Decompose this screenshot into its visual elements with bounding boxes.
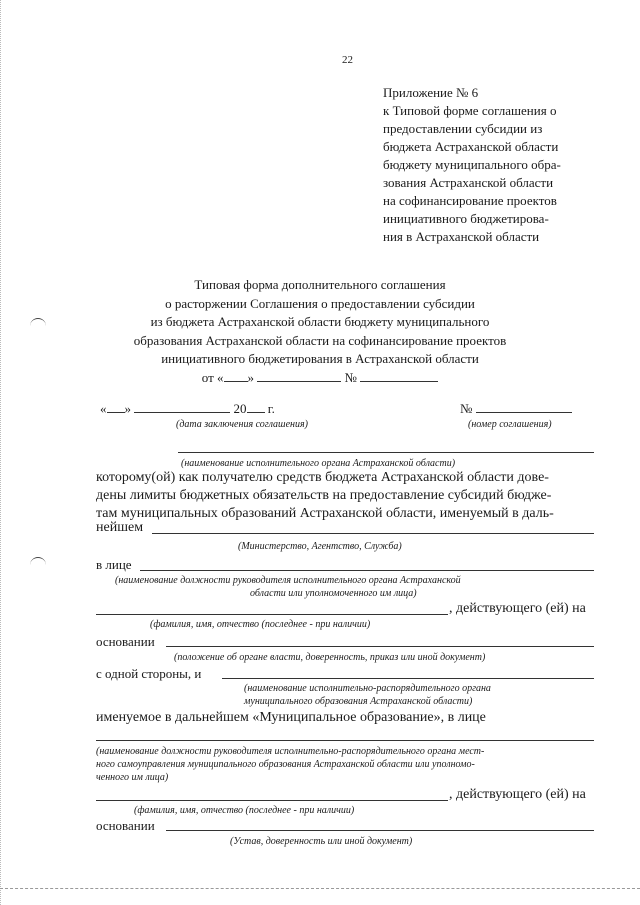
number-caption: (номер соглашения): [468, 419, 552, 430]
appendix-line: к Типовой форме соглашения о: [383, 103, 557, 118]
title-line: образования Астраханской области на софинансирование проектов: [133, 332, 507, 348]
appendix-line: зования Астраханской области: [383, 175, 554, 190]
fio-line[interactable]: [96, 614, 448, 615]
municipal-body-caption: муниципального образования Астраханской области): [244, 696, 473, 707]
year-prefix: 20: [233, 401, 247, 416]
basis-label: основании: [96, 634, 155, 649]
hole-punch-mark: [30, 557, 46, 566]
basis-label-2: основании: [96, 818, 155, 833]
basis-line[interactable]: [166, 646, 594, 647]
appendix-line: на софинансирование проектов: [383, 193, 557, 208]
agreement-number-row: [460, 400, 572, 417]
charter-line[interactable]: [166, 830, 594, 831]
hereinafter-label: нейшем: [96, 520, 144, 535]
day-blank[interactable]: [224, 369, 248, 382]
month-blank[interactable]: [257, 369, 341, 382]
agreement-date-row: [100, 400, 275, 417]
charter-caption: (Устав, доверенность или иной документ): [230, 836, 413, 847]
scan-bottom-edge: [0, 888, 640, 889]
number-label: №: [344, 369, 357, 385]
fio-caption: (фамилия, имя, отчество (последнее - при наличии): [150, 619, 371, 630]
open-quote: «: [100, 401, 107, 416]
in-person-label: в лице: [96, 557, 132, 572]
page-number: 22: [342, 54, 353, 66]
municipal-head-caption: ного самоуправления муниципального образования Астраханской области или уполномо-: [96, 759, 475, 770]
year-suffix: г.: [267, 401, 275, 416]
number-label: №: [460, 401, 473, 416]
day-blank[interactable]: [107, 400, 125, 413]
title-line: о расторжении Соглашения о предоставлении субсидии: [165, 295, 475, 311]
from-label: от «: [201, 369, 224, 385]
appendix-line: ния в Астраханской области: [383, 229, 540, 244]
paragraph-line: дены лимиты бюджетных обязательств на предоставление субсидий бюдже-: [96, 488, 552, 503]
position-line[interactable]: [140, 570, 594, 571]
title-line: Типовая форма дополнительного соглашения: [194, 277, 446, 292]
paragraph-line: которому(ой) как получателю средств бюджета Астраханской области дове-: [96, 470, 549, 485]
acting-label: , действующего (ей) на: [449, 601, 586, 616]
fio-line-2[interactable]: [96, 800, 448, 801]
appendix-block: [383, 84, 561, 246]
document-title: [100, 276, 540, 387]
date-caption: (дата заключения соглашения): [176, 419, 308, 430]
agreement-number-blank[interactable]: [476, 400, 572, 413]
basis-caption: (положение об органе власти, доверенность, приказ или иной документ): [174, 652, 486, 663]
from-close: »: [247, 369, 255, 385]
number-blank[interactable]: [360, 369, 438, 382]
position-caption: области или уполномоченного им лица): [250, 588, 417, 599]
fio-caption-2: (фамилия, имя, отчество (последнее - при наличии): [134, 805, 355, 816]
paragraph-line: там муниципальных образований Астраханской области, именуемый в даль-: [96, 506, 554, 521]
title-line: из бюджета Астраханской области бюджету муниципального: [150, 314, 490, 329]
year-blank[interactable]: [247, 400, 265, 413]
appendix-line: предоставлении субсидии из: [383, 121, 543, 136]
municipal-body-caption: (наименование исполнительно-распорядительного органа: [244, 683, 491, 694]
one-side-label: с одной стороны, и: [96, 666, 202, 681]
month-blank[interactable]: [134, 400, 230, 413]
executive-body-line[interactable]: [178, 452, 594, 453]
ministry-line[interactable]: [152, 533, 594, 534]
appendix-line: бюджету муниципального обра-: [383, 157, 561, 172]
title-line: инициативного бюджетирования в Астраханской области: [161, 351, 479, 366]
executive-body-caption: (наименование исполнительного органа Астраханской области): [181, 458, 456, 469]
ministry-caption: (Министерство, Агентство, Служба): [238, 541, 402, 552]
main-paragraph: [96, 469, 554, 523]
municipal-head-line[interactable]: [96, 740, 594, 741]
close-quote: »: [124, 401, 131, 416]
appendix-line: инициативного бюджетирова-: [383, 211, 549, 226]
title-from-line: [100, 369, 540, 388]
municipal-head-caption: ченного им лица): [96, 772, 169, 783]
hole-punch-mark: [30, 318, 46, 327]
position-caption: (наименование должности руководителя исполнительного органа Астраханской: [115, 575, 461, 586]
municipal-head-caption: (наименование должности руководителя исполнительно-распорядительного органа мест-: [96, 746, 485, 757]
appendix-line: Приложение № 6: [383, 85, 479, 100]
appendix-line: бюджета Астраханской области: [383, 139, 559, 154]
scan-edge: [0, 0, 3, 905]
acting-label-2: , действующего (ей) на: [449, 787, 586, 802]
municipal-named-label: именуемое в дальнейшем «Муниципальное образование», в лице: [96, 710, 486, 725]
municipal-body-line[interactable]: [222, 678, 594, 679]
